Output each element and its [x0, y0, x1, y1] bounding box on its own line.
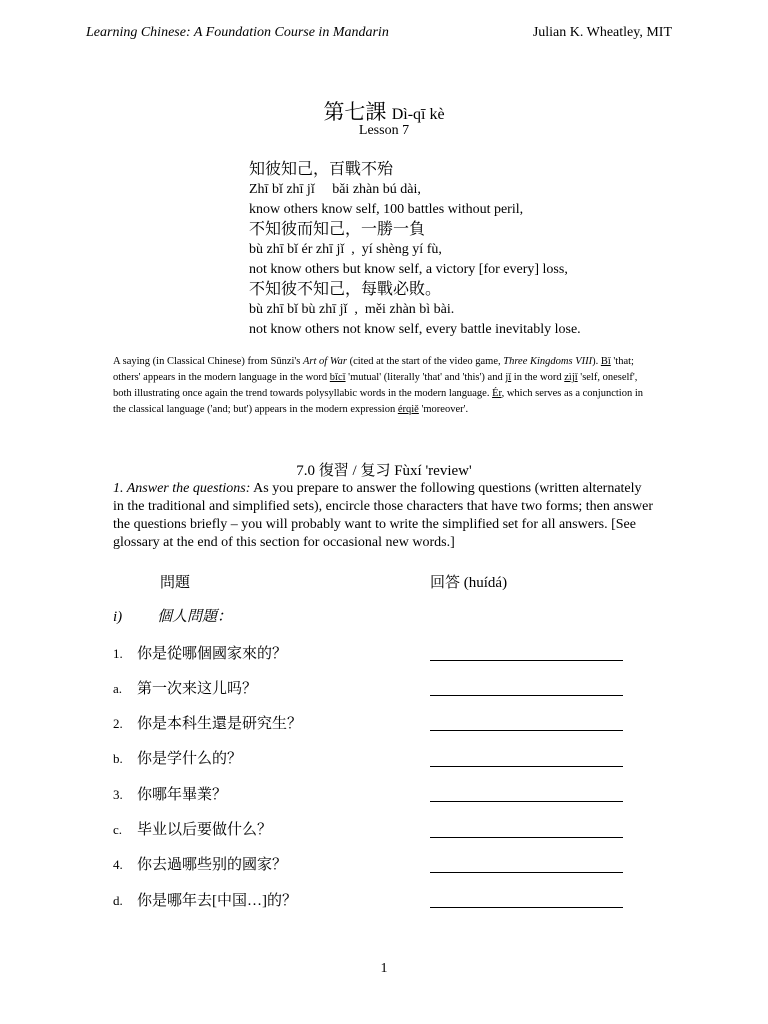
answer-line[interactable]	[430, 730, 623, 731]
question-text: 你哪年畢業？	[137, 787, 228, 803]
lesson-title	[0, 96, 768, 126]
question-text: 你去過哪些别的國家？	[137, 857, 288, 873]
answer-line[interactable]	[430, 837, 623, 838]
explanatory-note	[113, 354, 643, 418]
note-term: bǐcǐ	[329, 372, 346, 383]
group-number: i)	[113, 609, 123, 625]
answer-line[interactable]	[430, 801, 623, 802]
answer-line[interactable]	[430, 766, 623, 767]
note-game-title: Three Kingdoms VIII	[503, 356, 593, 367]
question-item	[113, 853, 287, 875]
question-number: d.	[113, 893, 123, 908]
proverb-block	[249, 160, 581, 340]
question-item	[113, 818, 272, 840]
question-text: 你是哪年去[中国…]的？	[137, 893, 297, 909]
proverb-line: 知彼知己，百戰不殆	[249, 161, 394, 178]
question-number: 4.	[113, 857, 123, 872]
question-number: 3.	[113, 787, 123, 802]
proverb-line: 不知彼而知己，一勝一負	[249, 221, 426, 238]
question-item	[113, 747, 242, 769]
note-text: 'self, oneself', both illustrating once again the trend towards polysyllabic words in the modern language.	[113, 372, 638, 399]
note-text: (cited at the start of the video game,	[346, 356, 504, 367]
proverb-line: 不知彼不知己，每戰必敗。	[249, 281, 442, 298]
proverb-line: bù zhī bǐ bù zhī jǐ , měi zhàn bì bài.	[249, 302, 455, 317]
proverb-line: not know others but know self, a victory [for every] loss,	[249, 262, 568, 277]
question-text: 第一次来这儿吗？	[137, 681, 258, 697]
note-text: ).	[592, 356, 601, 367]
question-number: c.	[113, 822, 123, 837]
section-heading: 7.0 復習 / 复习 Fùxí 'review'	[296, 463, 472, 479]
page-number: 1	[380, 961, 388, 976]
note-term: Bǐ	[600, 356, 611, 367]
proverb-line: not know others not know self, every battle inevitably lose.	[249, 322, 581, 337]
running-header-title: Learning Chinese: A Foundation Course in Mandarin	[86, 25, 389, 40]
note-text: A saying (in Classical Chinese) from Sūnzi's	[113, 356, 303, 367]
question-text: 你是本科生還是研究生？	[137, 716, 303, 732]
note-book-title: Art of War	[303, 356, 347, 367]
answer-line[interactable]	[430, 872, 623, 873]
answer-line[interactable]	[430, 695, 623, 696]
question-text: 毕业以后要做什么？	[137, 822, 273, 838]
questions-column-header: 問題	[160, 575, 191, 591]
question-item	[113, 677, 257, 699]
lesson-title-hanzi: 第七課	[323, 100, 387, 124]
question-item	[113, 642, 287, 664]
question-number: 2.	[113, 716, 123, 731]
note-text: 'mutual' (literally 'that' and 'this') and	[345, 372, 506, 383]
question-item	[113, 889, 297, 911]
lesson-title-pinyin: Dì-qī kè	[391, 106, 445, 123]
question-text: 你是学什么的？	[137, 751, 243, 767]
note-text: 'that; others' appears in the modern language in the word	[113, 356, 634, 383]
note-term: jǐ	[505, 372, 512, 383]
question-number: b.	[113, 751, 123, 766]
exercise-label: 1. Answer the questions:	[113, 481, 251, 496]
note-term: zìjǐ	[564, 372, 578, 383]
question-item	[113, 712, 302, 734]
question-group-heading	[113, 605, 232, 626]
exercise-body: As you prepare to answer the following questions (written alternately in the traditional and simplified sets), encircle those characters that have two forms; then answer the questions briefly – you will probably want to write the simplified set for all answers. [See glossary at the end of this section for occasional new words.]	[113, 481, 653, 550]
note-term: Ér	[492, 388, 502, 399]
running-header-author: Julian K. Wheatley, MIT	[532, 25, 672, 40]
question-text: 你是從哪個國家來的？	[137, 646, 288, 662]
note-text: in the word	[511, 372, 565, 383]
question-number: 1.	[113, 646, 123, 661]
note-text: 'moreover'.	[418, 404, 469, 415]
proverb-line: Zhī bǐ zhī jǐ bǎi zhàn bú dài,	[249, 182, 421, 197]
exercise-instructions	[113, 480, 653, 552]
group-title: 個人問題：	[157, 609, 233, 625]
question-item	[113, 783, 227, 805]
lesson-subtitle: Lesson 7	[358, 123, 410, 138]
proverb-line: bù zhī bǐ ér zhī jǐ , yí shèng yí fù,	[249, 242, 442, 257]
note-text: , which serves as a conjunction in the classical language ('and; but') appears in the modern expression	[113, 388, 643, 415]
answer-line[interactable]	[430, 660, 623, 661]
answers-column-header: 回答 (huídá)	[430, 575, 508, 591]
answer-line[interactable]	[430, 907, 623, 908]
proverb-line: know others know self, 100 battles without peril,	[249, 202, 524, 217]
question-number: a.	[113, 681, 123, 696]
note-term: érqiě	[397, 404, 419, 415]
